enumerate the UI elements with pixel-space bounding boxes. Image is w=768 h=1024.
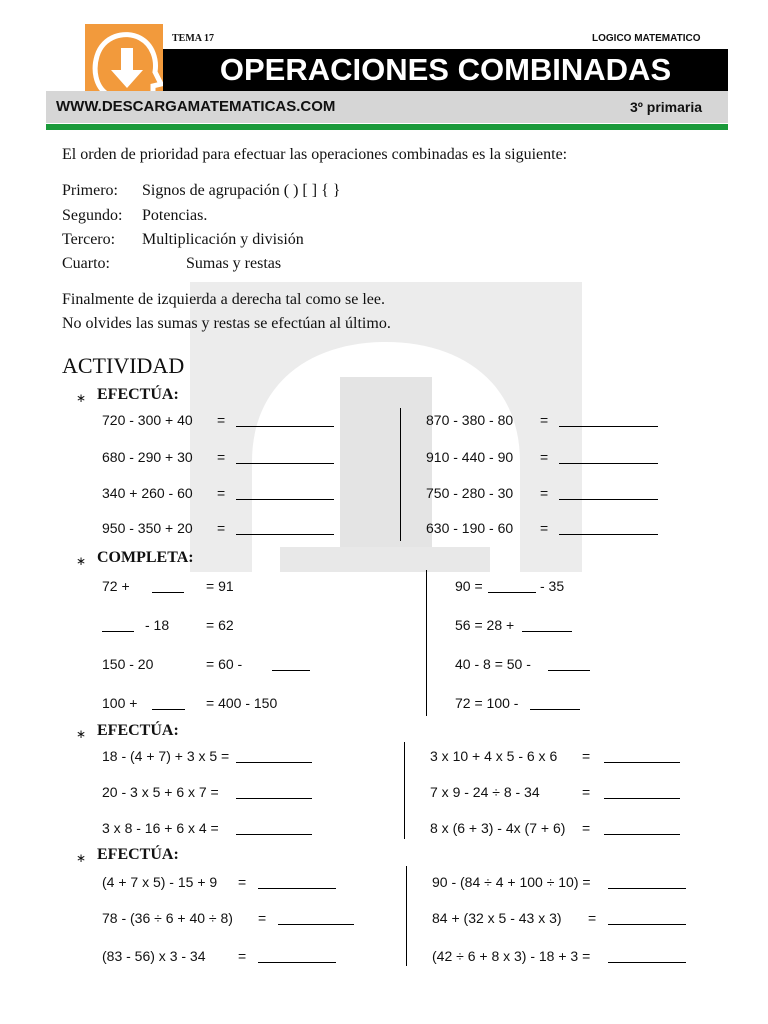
completion-part: 56 = 28 + [455,617,515,633]
column-divider [400,408,401,541]
answer-blank[interactable] [559,487,658,500]
subject-category: LOGICO MATEMATICO [592,33,701,44]
answer-blank[interactable] [152,697,185,710]
column-divider [426,570,427,716]
exercise-expression: 340 + 260 - 60 [102,485,193,501]
activity-heading: ACTIVIDAD [62,353,185,378]
answer-blank[interactable] [604,786,680,799]
answer-blank[interactable] [236,487,334,500]
answer-blank[interactable] [608,876,686,889]
page-title: OPERACIONES COMBINADAS [163,49,728,91]
exercise-expression: 18 - (4 + 7) + 3 x 5 = [102,748,230,764]
equals-sign: = [238,874,247,890]
answer-blank[interactable] [236,522,334,535]
section-title: COMPLETA: [97,549,194,566]
equals-sign: = [540,449,549,465]
exercise-expression: 20 - 3 x 5 + 6 x 7 = [102,784,219,800]
note-left-to-right: Finalmente de izquierda a derecha tal como se lee. [62,291,385,308]
exercise-expression: (42 ÷ 6 + 8 x 3) - 18 + 3 = [432,948,591,964]
answer-blank[interactable] [236,786,312,799]
equals-sign: = [540,412,549,428]
section-title: EFECTÚA: [97,386,179,403]
step-text: Signos de agrupación ( ) [ ] { } [142,182,341,199]
answer-blank[interactable] [548,658,590,671]
exercise-expression: 7 x 9 - 24 ÷ 8 - 34 [430,784,540,800]
completion-part: - 18 [145,617,170,633]
equals-sign: = [258,910,267,926]
step-label: Cuarto: [62,255,110,272]
exercise-expression: 3 x 10 + 4 x 5 - 6 x 6 [430,748,558,764]
answer-blank[interactable] [152,580,184,593]
exercise-expression: 870 - 380 - 80 [426,412,514,428]
exercise-expression: 84 + (32 x 5 - 43 x 3) [432,910,562,926]
exercise-expression: 680 - 290 + 30 [102,449,193,465]
answer-blank[interactable] [236,414,334,427]
answer-blank[interactable] [488,580,536,593]
column-divider [406,866,407,966]
equals-sign: = [238,948,247,964]
step-text: Sumas y restas [186,255,282,272]
answer-blank[interactable] [258,950,336,963]
answer-blank[interactable] [236,451,334,464]
answer-blank[interactable] [559,451,658,464]
exercise-expression: (4 + 7 x 5) - 15 + 9 [102,874,218,890]
completion-part: 100 + [102,695,138,711]
equals-sign: = [217,449,226,465]
answer-blank[interactable] [608,912,686,925]
equals-sign: = [582,784,591,800]
answer-blank[interactable] [278,912,354,925]
equals-sign: = [582,748,591,764]
answer-blank[interactable] [272,658,310,671]
answer-blank[interactable] [258,876,336,889]
header-divider [46,124,728,130]
grade-label: 3º primaria [630,99,703,115]
answer-blank[interactable] [236,750,312,763]
completion-part: 90 = [455,578,483,594]
section-title: EFECTÚA: [97,846,179,863]
section-title: EFECTÚA: [97,722,179,739]
bullet-star: ∗ [76,391,87,405]
bullet-star: ∗ [76,727,87,741]
completion-part: 72 + [102,578,130,594]
step-label: Primero: [62,182,118,199]
answer-blank[interactable] [102,619,134,632]
answer-blank[interactable] [236,822,312,835]
topic-number: TEMA 17 [172,33,214,44]
column-divider [404,742,405,839]
answer-blank[interactable] [604,750,680,763]
equals-sign: = [217,412,226,428]
completion-result: = 400 - 150 [206,695,278,711]
step-text: Potencias. [142,207,208,224]
exercise-expression: (83 - 56) x 3 - 34 [102,948,206,964]
answer-blank[interactable] [608,950,686,963]
equals-sign: = [588,910,597,926]
exercise-expression: 720 - 300 + 40 [102,412,193,428]
equals-sign: = [540,520,549,536]
equals-sign: = [540,485,549,501]
answer-blank[interactable] [522,619,572,632]
completion-result: = 62 [206,617,234,633]
exercise-expression: 750 - 280 - 30 [426,485,514,501]
exercise-expression: 950 - 350 + 20 [102,520,193,536]
answer-blank[interactable] [604,822,680,835]
step-label: Tercero: [62,231,116,248]
website-link[interactable]: WWW.DESCARGAMATEMATICAS.COM [56,98,336,115]
completion-part: 72 = 100 - [455,695,519,711]
bullet-star: ∗ [76,851,87,865]
answer-blank[interactable] [530,697,580,710]
answer-blank[interactable] [559,522,658,535]
exercise-expression: 90 - (84 ÷ 4 + 100 ÷ 10) = [432,874,591,890]
exercise-expression: 3 x 8 - 16 + 6 x 4 = [102,820,219,836]
answer-blank[interactable] [559,414,658,427]
exercise-expression: 910 - 440 - 90 [426,449,514,465]
equals-sign: = [217,520,226,536]
equals-sign: = [217,485,226,501]
completion-result: - 35 [540,578,565,594]
exercise-expression: 78 - (36 ÷ 6 + 40 ÷ 8) [102,910,233,926]
completion-part: 150 - 20 [102,656,154,672]
completion-result: = 60 - [206,656,243,672]
exercise-expression: 8 x (6 + 3) - 4x (7 + 6) [430,820,566,836]
equals-sign: = [582,820,591,836]
intro-lead: El orden de prioridad para efectuar las operaciones combinadas es la siguiente: [62,146,568,163]
completion-result: = 91 [206,578,234,594]
step-text: Multiplicación y división [142,231,304,248]
note-sums-last: No olvides las sumas y restas se efectúan al último. [62,315,391,332]
completion-part: 40 - 8 = 50 - [455,656,531,672]
bullet-star: ∗ [76,554,87,568]
exercise-expression: 630 - 190 - 60 [426,520,514,536]
step-label: Segundo: [62,207,123,224]
